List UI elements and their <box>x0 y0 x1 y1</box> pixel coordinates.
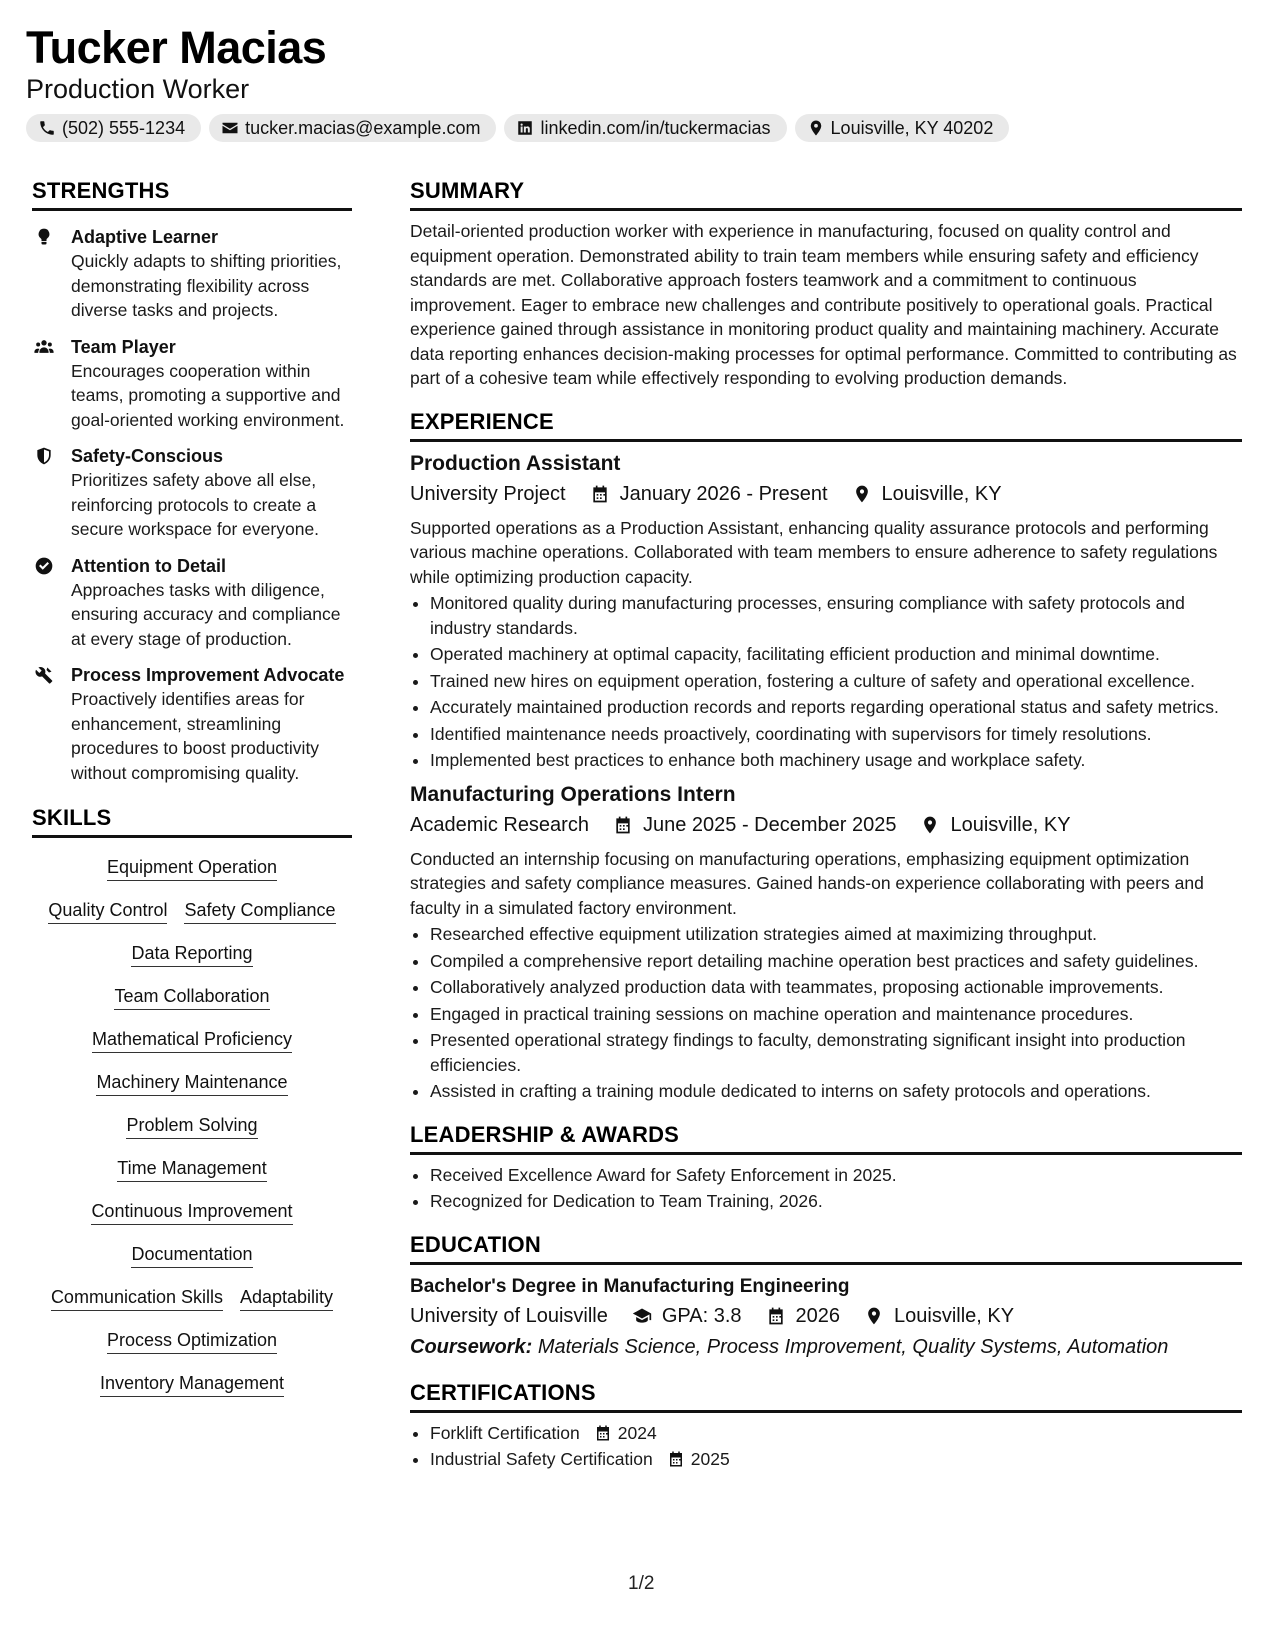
skill-tag: Data Reporting <box>131 941 252 967</box>
strength-title: Safety-Conscious <box>71 446 224 466</box>
strength-desc: Prioritizes safety above all else, reinforcing protocols to create a secure workspace for everyone. <box>71 470 320 539</box>
skills-row <box>36 1371 348 1397</box>
skill-tag: Adaptability <box>240 1285 333 1311</box>
lightbulb-icon <box>34 227 54 247</box>
certification-item <box>430 1421 1242 1446</box>
awards-list <box>410 1163 1242 1214</box>
job-bullet: • Trained new hires on equipment operation, fostering a culture of safety and operational excellence. <box>430 669 1242 694</box>
award-item: • Recognized for Dedication to Team Training, 2026. <box>430 1189 1242 1214</box>
skills-row <box>36 898 348 924</box>
experience-heading: EXPERIENCE <box>410 409 1242 442</box>
job-bullet: • Presented operational strategy findings to faculty, demonstrating significant insight into production efficiencies. <box>430 1028 1242 1077</box>
strength-title: Adaptive Learner <box>71 227 219 247</box>
calendar-icon <box>590 484 610 504</box>
job-bullet: • Accurately maintained production records and reports regarding operational status and safety metrics. <box>430 695 1242 720</box>
job-bullet: • Monitored quality during manufacturing processes, ensuring compliance with safety protocols and industry standards. <box>430 591 1242 640</box>
check-circle-icon <box>34 556 54 576</box>
awards-heading: LEADERSHIP & AWARDS <box>410 1122 1242 1155</box>
graduation-year: 2026 <box>795 1304 841 1327</box>
skills-row <box>36 1285 348 1311</box>
skill-tag: Time Management <box>117 1156 266 1182</box>
contact-linkedin[interactable] <box>504 114 786 142</box>
job-location: Louisville, KY <box>881 482 1002 505</box>
strength-item <box>32 225 352 323</box>
job-bullet: • Identified maintenance needs proactively, coordinating with supervisors for timely resolutions. <box>430 722 1242 747</box>
contact-phone[interactable] <box>26 114 201 142</box>
tools-icon <box>34 665 54 685</box>
certification-item <box>430 1447 1242 1472</box>
contact-location-text: Louisville, KY 40202 <box>830 117 994 138</box>
skill-tag: Documentation <box>131 1242 252 1268</box>
certification-name: • Forklift Certification <box>430 1422 580 1443</box>
phone-icon <box>38 119 56 137</box>
linkedin-icon <box>516 119 534 137</box>
contact-location <box>795 114 1010 142</box>
education-meta <box>410 1302 1242 1330</box>
skill-tag: Communication Skills <box>51 1285 223 1311</box>
calendar-icon <box>766 1306 786 1326</box>
award-item: • Received Excellence Award for Safety Enforcement in 2025. <box>430 1163 1242 1188</box>
school-location: Louisville, KY <box>894 1304 1015 1327</box>
certifications-heading: CERTIFICATIONS <box>410 1380 1242 1413</box>
graduation-cap-icon <box>632 1306 652 1326</box>
skill-tag: Problem Solving <box>126 1113 257 1139</box>
job-bullet: • Assisted in crafting a training module dedicated to interns on safety protocols and operations. <box>430 1079 1242 1104</box>
skill-tag: Team Collaboration <box>114 984 269 1010</box>
strength-item <box>32 663 352 785</box>
summary-heading: SUMMARY <box>410 178 1242 211</box>
coursework-label: Coursework: <box>410 1335 533 1358</box>
candidate-name: Tucker Macias <box>26 22 327 73</box>
contact-email-text: tucker.macias@example.com <box>245 117 481 138</box>
calendar-icon <box>667 1450 685 1468</box>
skills-row <box>36 1156 348 1182</box>
strength-item <box>32 444 352 542</box>
location-pin-icon <box>807 119 825 137</box>
strength-item <box>32 335 352 433</box>
job-entry <box>410 781 1242 1104</box>
calendar-icon <box>613 815 633 835</box>
skills-row <box>36 1242 348 1268</box>
job-bullets <box>410 922 1242 1104</box>
job-dates: June 2025 - December 2025 <box>642 813 897 836</box>
certifications-list <box>410 1421 1242 1472</box>
skills-row <box>36 941 348 967</box>
skills-row <box>36 1328 348 1354</box>
location-pin-icon <box>920 815 940 835</box>
coursework <box>410 1332 1242 1362</box>
job-bullet: • Collaboratively analyzed production data with teammates, proposing actionable improvements. <box>430 975 1242 1000</box>
certification-year: 2025 <box>690 1449 730 1469</box>
job-description: Supported operations as a Production Assistant, enhancing quality assurance protocols and performing various machine operations. Collaborated with team members to ensure adherence to safety regulations while optimizing production capacity. <box>410 517 1218 587</box>
job-description: Conducted an internship focusing on manufacturing operations, emphasizing equipment optimization strategies and safety compliance measures. Gained hands-on experience collaborating with peers and faculty in a simulated factory environment. <box>410 848 1204 918</box>
job-bullet: • Researched effective equipment utilization strategies aimed at maximizing throughput. <box>430 922 1242 947</box>
job-meta <box>410 480 1242 508</box>
job-bullet: • Operated machinery at optimal capacity, facilitating efficient production and minimal downtime. <box>430 642 1242 667</box>
page-number: 1/2 <box>628 1573 655 1594</box>
coursework-list: Materials Science, Process Improvement, Quality Systems, Automation <box>537 1335 1169 1358</box>
job-title: Manufacturing Operations Intern <box>410 782 736 806</box>
right-column <box>410 178 1242 1472</box>
skills-row <box>36 1199 348 1225</box>
job-entry <box>410 450 1242 773</box>
job-meta <box>410 811 1242 839</box>
education-heading: EDUCATION <box>410 1232 1242 1265</box>
calendar-icon <box>594 1424 612 1442</box>
strength-desc: Encourages cooperation within teams, promoting a supportive and goal-oriented working environment. <box>71 360 345 430</box>
skills-row <box>36 1027 348 1053</box>
skill-tag: Mathematical Proficiency <box>92 1027 292 1053</box>
skills-heading: SKILLS <box>32 805 352 838</box>
skills-row <box>36 855 348 881</box>
skills-row <box>36 984 348 1010</box>
contact-linkedin-text: linkedin.com/in/tuckermacias <box>540 117 771 138</box>
contact-email[interactable] <box>209 114 496 142</box>
certification-name: • Industrial Safety Certification <box>430 1449 653 1469</box>
contact-phone-text: (502) 555-1234 <box>62 117 186 138</box>
strength-item <box>32 554 352 652</box>
candidate-role: Production Worker <box>26 74 250 104</box>
shield-icon <box>34 446 54 466</box>
degree-title: Bachelor's Degree in Manufacturing Engineering <box>410 1275 850 1297</box>
job-title: Production Assistant <box>410 451 621 475</box>
strengths-heading: STRENGTHS <box>32 178 352 211</box>
certification-year: 2024 <box>617 1422 657 1443</box>
users-icon <box>34 337 54 357</box>
summary-text: Detail-oriented production worker with experience in manufacturing, focused on quality control and equipment operation. Demonstrated ability to train team members while ensuring safety and efficiency standards are met. Collaborative approach fosters teamwork and a commitment to continuous improvement. Eager to embrace new challenges and contribute positively to operational goals. Practical experience gained through assistance in monitoring product quality and maintaining machinery. Accurate data reporting enhances decision-making processes for optimal performance. Committed to contributing as part of a cohesive team while effectively responding to evolving production demands. <box>410 221 1237 388</box>
strength-desc: Quickly adapts to shifting priorities, demonstrating flexibility across diverse tasks and projects. <box>71 251 342 320</box>
job-location: Louisville, KY <box>950 813 1071 836</box>
job-org: University Project <box>410 482 566 505</box>
school-name: University of Louisville <box>410 1304 608 1327</box>
skills-row <box>36 1113 348 1139</box>
job-org: Academic Research <box>410 813 589 836</box>
skill-tag: Quality Control <box>48 898 167 924</box>
job-bullet: • Compiled a comprehensive report detailing machine operation best practices and safety guidelines. <box>430 949 1242 974</box>
envelope-icon <box>221 119 239 137</box>
strength-title: Team Player <box>71 336 176 357</box>
location-pin-icon <box>852 484 872 504</box>
skill-tag: Machinery Maintenance <box>96 1070 287 1096</box>
skills-list <box>32 855 352 1397</box>
job-bullet: • Implemented best practices to enhance both machinery usage and workplace safety. <box>430 748 1242 773</box>
strength-title: Process Improvement Advocate <box>71 665 345 685</box>
gpa: GPA: 3.8 <box>661 1304 742 1327</box>
contact-bar <box>26 114 1009 142</box>
location-pin-icon <box>864 1306 884 1326</box>
strength-title: Attention to Detail <box>71 555 226 576</box>
strength-desc: Proactively identifies areas for enhancement, streamlining procedures to boost productivity without compromising quality. <box>71 689 320 783</box>
job-bullets <box>410 591 1242 773</box>
skills-row <box>36 1070 348 1096</box>
skill-tag: Equipment Operation <box>107 855 277 881</box>
job-dates: January 2026 - Present <box>619 482 828 505</box>
skill-tag: Continuous Improvement <box>91 1199 292 1225</box>
skill-tag: Inventory Management <box>100 1371 284 1397</box>
skill-tag: Safety Compliance <box>184 898 335 924</box>
left-column <box>32 178 352 1397</box>
strength-desc: Approaches tasks with diligence, ensuring accuracy and compliance at every stage of production. <box>71 579 341 649</box>
job-bullet: • Engaged in practical training sessions on machine operation and maintenance procedures. <box>430 1002 1242 1027</box>
skill-tag: Process Optimization <box>107 1328 277 1354</box>
